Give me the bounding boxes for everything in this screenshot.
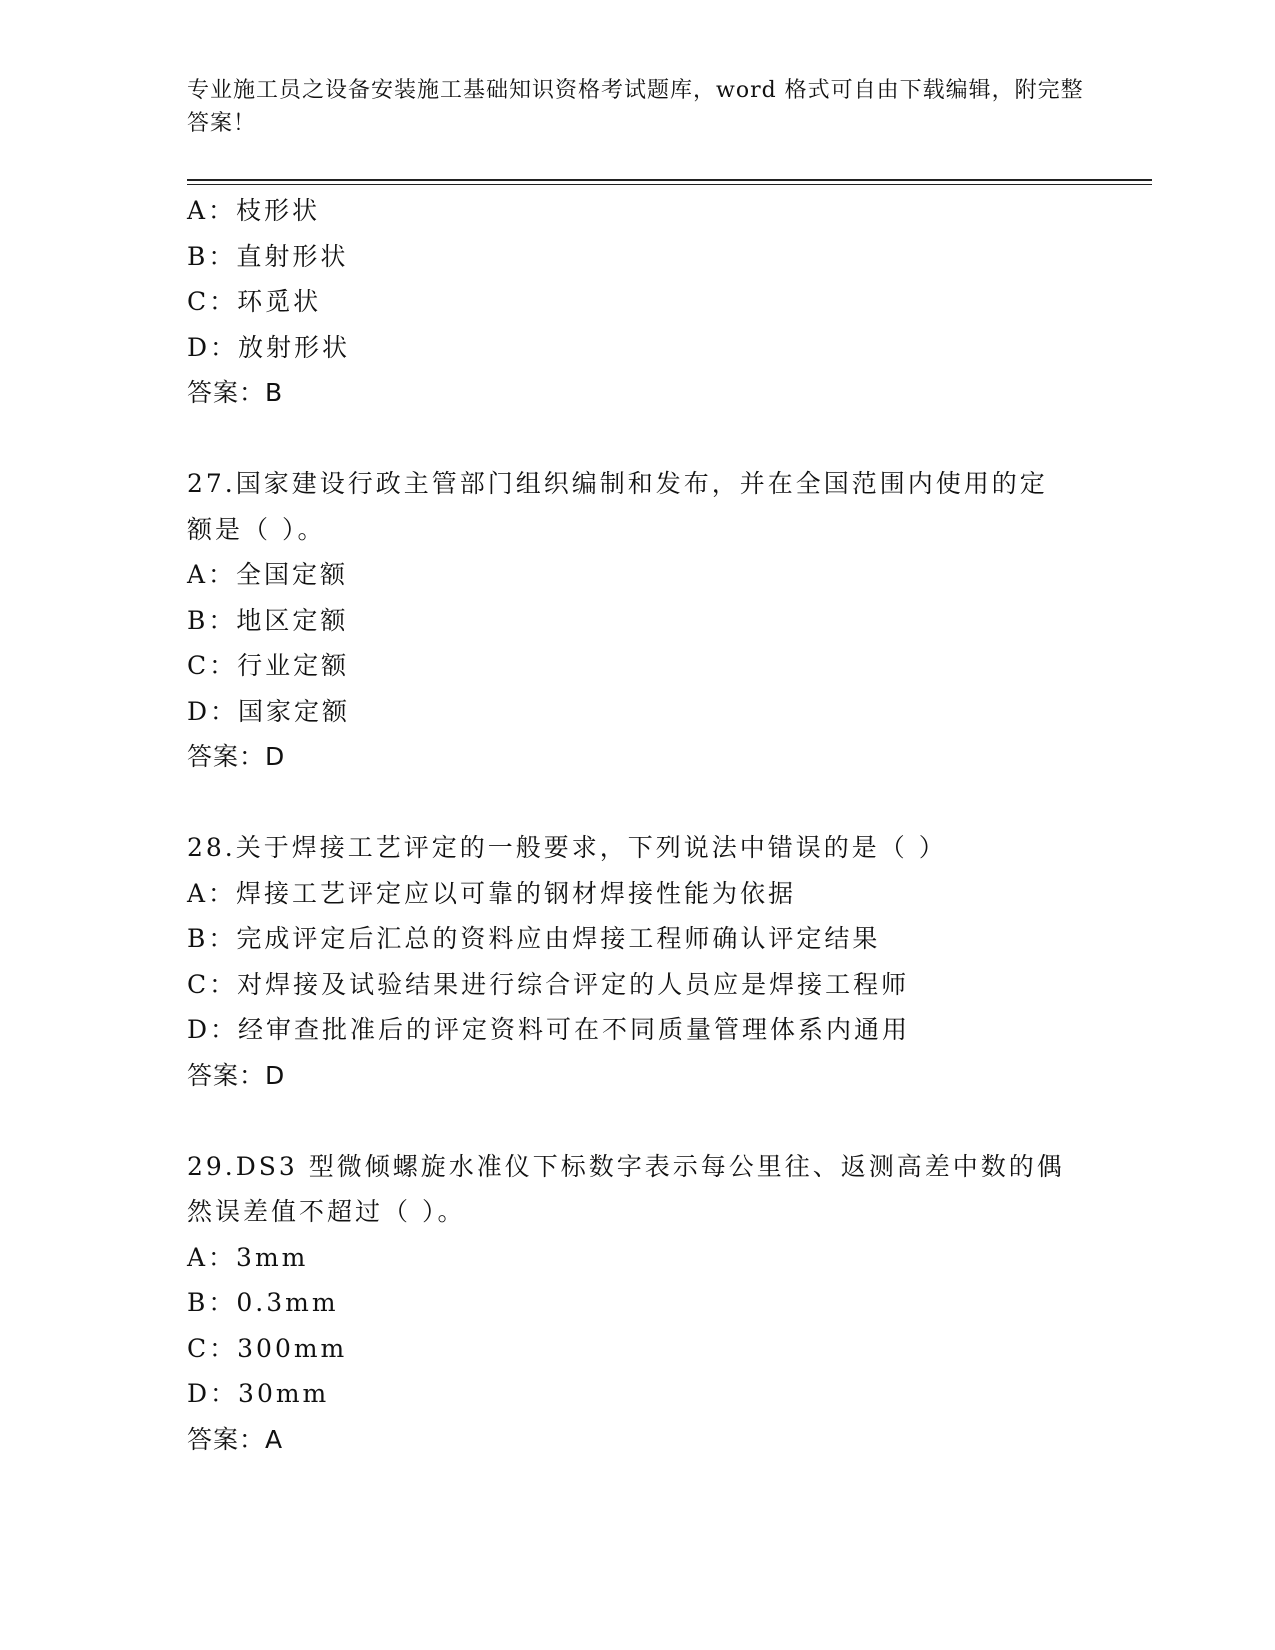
answer: 答案：D — [187, 742, 286, 771]
option-d: D：国家定额 — [187, 696, 351, 726]
option-b: B：0.3mm — [187, 1288, 339, 1317]
option-d: D：经审查批准后的评定资料可在不同质量管理体系内通用 — [187, 1015, 911, 1044]
option-c: C：环觅状 — [187, 287, 322, 316]
question-list — [187, 188, 1087, 1462]
option-a: A：3mm — [187, 1242, 309, 1272]
header-divider — [187, 179, 1152, 181]
option-a: A：枝形状 — [187, 196, 321, 225]
question-stem: 28.关于焊接工艺评定的一般要求，下列说法中错误的是（ ） — [187, 833, 947, 862]
option-c: C：300mm — [187, 1333, 348, 1363]
option-b: B：地区定额 — [187, 605, 349, 635]
question-stem: 29.DS3 型微倾螺旋水准仪下标数字表示每公里往、返测高差中数的偶然误差值不超过（ ）。 — [187, 1151, 1065, 1226]
answer: 答案：A — [187, 1424, 284, 1454]
option-c: C：行业定额 — [187, 651, 350, 680]
option-a: A：全国定额 — [187, 560, 349, 589]
option-d: D：放射形状 — [187, 332, 351, 362]
question-27 — [187, 461, 1087, 780]
answer: 答案：B — [187, 378, 284, 407]
option-b: B：完成评定后汇总的资料应由焊接工程师确认评定结果 — [187, 924, 881, 953]
header-divider-thin — [187, 184, 1152, 185]
question-29 — [187, 1144, 1087, 1463]
option-d: D：30mm — [187, 1379, 330, 1408]
document-header: 专业施工员之设备安装施工基础知识资格考试题库，word 格式可自由下载编辑，附完整答案！ — [187, 78, 1084, 136]
option-b: B：直射形状 — [187, 241, 349, 271]
question-28 — [187, 825, 1087, 1098]
option-a: A：焊接工艺评定应以可靠的钢材焊接性能为依据 — [187, 878, 797, 908]
option-c: C：对焊接及试验结果进行综合评定的人员应是焊接工程师 — [187, 969, 910, 999]
question-stem: 27.国家建设行政主管部门组织编制和发布，并在全国范围内使用的定额是（ ）。 — [187, 469, 1048, 544]
question-26 — [187, 188, 1087, 416]
answer: 答案：D — [187, 1060, 286, 1090]
